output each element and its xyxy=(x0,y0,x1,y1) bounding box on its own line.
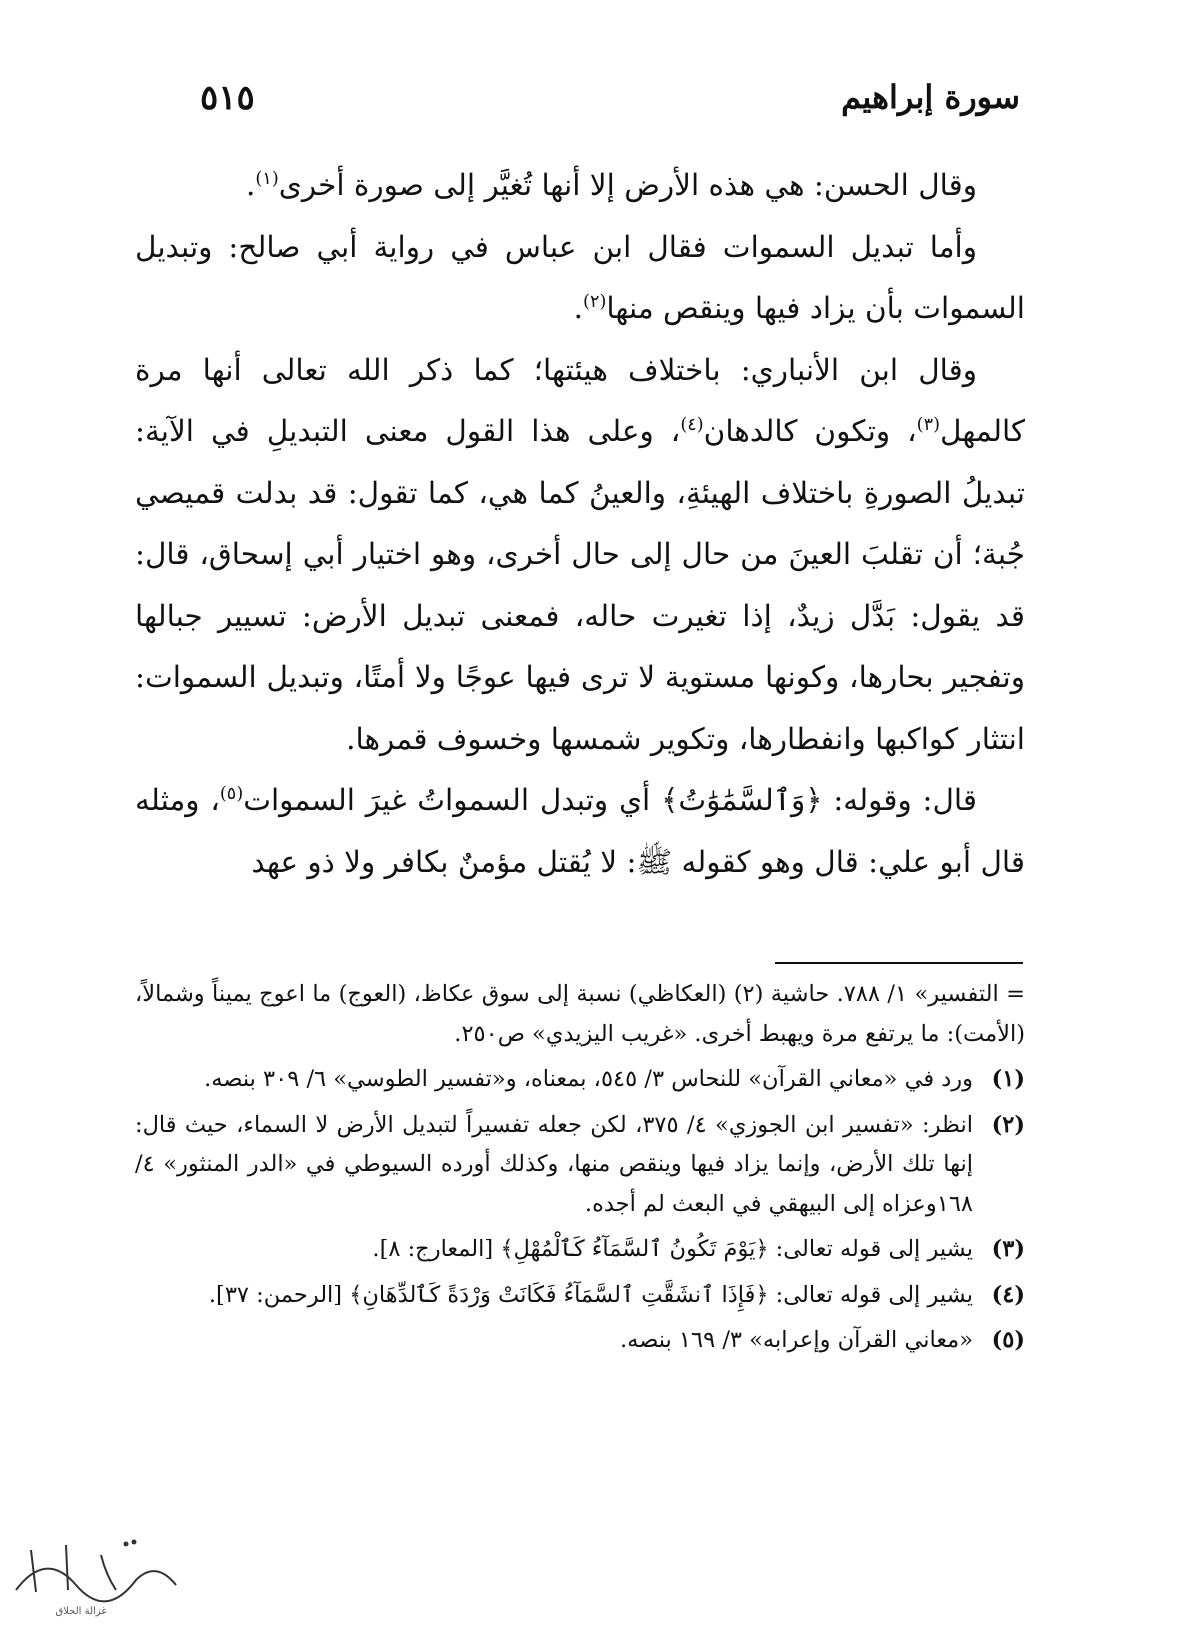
watermark-logo xyxy=(6,1530,191,1642)
footnote-continuation: = التفسير» ١/ ٧٨٨. حاشية (٢) (العكاظي) نسبة إلى سوق عكاظ، (العوج) ما اعوج يميناً وشمالاً، (الأمت): ما يرتفع مرة ويهبط أخرى. «غريب اليزيدي» ص٢٥٠. xyxy=(135,981,1026,1047)
footnote-ref-2: (٢) xyxy=(583,292,607,313)
footnote-number: (١) xyxy=(991,1066,1025,1092)
paragraph-4-part-b: ، ومثله قال أبو علي: قال وهو كقوله ﷺ: لا يُقتل مؤمنٌ بكافر ولا ذو عهد xyxy=(135,783,1025,879)
main-text xyxy=(135,155,1025,893)
footnote-text: انظر: «تفسير ابن الجوزي» ٤/ ٣٧٥، لكن جعله تفسيراً لتبديل الأرض لا السماء، حيث قال: إنها تلك الأرض، وإنما يزاد فيها وينقص منها، وكذلك أورده السيوطي في «الدر المنثور» ٤/ ١٦٨وعزاه إلى البيهقي في البعث لم أجده. xyxy=(135,1111,974,1217)
footnote-item xyxy=(135,1321,1025,1361)
footnote-ref-5: (٥) xyxy=(219,784,244,805)
paragraph-1 xyxy=(135,155,1025,217)
footnote-text: «معاني القرآن وإعرابه» ٣/ ١٦٩ بنصه. xyxy=(619,1327,973,1353)
paragraph-2-text: وأما تبديل السموات فقال ابن عباس في رواية أبي صالح: وتبديل السموات بأن يزاد فيها وينقص منها xyxy=(135,229,1025,325)
paragraph-1-text: وقال الحسن: هي هذه الأرض إلا أنها تُغيَّر إلى صورة أخرى xyxy=(278,168,977,202)
paragraph-3-part-a: وقال ابن الأنباري: باختلاف هيئتها؛ كما ذكر الله تعالى أنها مرة كالمهل xyxy=(135,352,1025,448)
calligraphy-logo-icon xyxy=(6,1530,191,1610)
watermark-subtext: غزالة الحلاق xyxy=(55,1606,107,1617)
surah-title: سورة إبراهيم xyxy=(841,78,1020,116)
footnote-number: (٣) xyxy=(991,1236,1025,1262)
footnotes xyxy=(135,975,1025,1367)
footnote-item xyxy=(135,1276,1025,1316)
paragraph-3-part-b: ، وتكون كالدهان xyxy=(703,414,917,448)
paragraph-4 xyxy=(135,770,1025,893)
footnote-item xyxy=(135,1106,1025,1225)
paragraph-2 xyxy=(135,217,1025,340)
paragraph-4-part-a: قال: وقوله: ﴿وَٱلسَّمَٰوَٰتُ﴾ أي وتبدل السمواتُ غيرَ السموات xyxy=(243,783,977,817)
footnote-number: (٤) xyxy=(991,1281,1025,1308)
footnote-text: يشير إلى قوله تعالى: ﴿فَإِذَا ٱنشَقَّتِ ٱلسَّمَآءُ فَكَانَتْ وَرْدَةً كَٱلدِّهَانِ﴾ [الرحمن: ٣٧]. xyxy=(208,1281,973,1308)
footnote-separator xyxy=(775,962,1023,964)
paragraph-1-end: . xyxy=(246,168,256,202)
page-header xyxy=(200,78,1020,138)
footnote-text: يشير إلى قوله تعالى: ﴿يَوْمَ تَكُونُ ٱلسَّمَآءُ كَٱلْمُهْلِ﴾ [المعارج: ٨]. xyxy=(372,1236,973,1262)
footnote-ref-1: (١) xyxy=(255,169,279,190)
footnote-item xyxy=(135,1060,1025,1100)
page-number: ٥١٥ xyxy=(200,78,255,118)
footnote-text: ورد في «معاني القرآن» للنحاس ٣/ ٥٤٥، بمعناه، و«تفسير الطوسي» ٦/ ٣٠٩ بنصه. xyxy=(204,1066,973,1092)
footnote-ref-4: (٤) xyxy=(680,415,704,436)
footnote-item xyxy=(135,1230,1025,1270)
footnote-number: (٢) xyxy=(991,1111,1025,1138)
paragraph-3-part-c: ، وعلى هذا القول معنى التبديلِ في الآية: تبديلُ الصورةِ باختلاف الهيئةِ، والعينُ كما هي، كما تقول: قد بدلت قميصي جُبة؛ أن تقلبَ العينَ من حال إلى حال أخرى، وهو اختيار أبي إسحاق، قال: قد يقول: بَدَّل زيدٌ، إذا تغيرت حاله، فمعنى تبديل الأرض: تسيير جبالها وتفجير بحارها، وكونها مستوية لا ترى فيها عوجًا ولا أمتًا، وتبديل السموات: انتثار كواكبها وانفطارها، وتكوير شمسها وخسوف قمرها. xyxy=(135,414,1025,756)
paragraph-3 xyxy=(135,340,1025,771)
footnote-number: (٥) xyxy=(991,1327,1025,1353)
paragraph-2-end: . xyxy=(573,291,584,325)
footnote-ref-3: (٣) xyxy=(916,415,940,436)
